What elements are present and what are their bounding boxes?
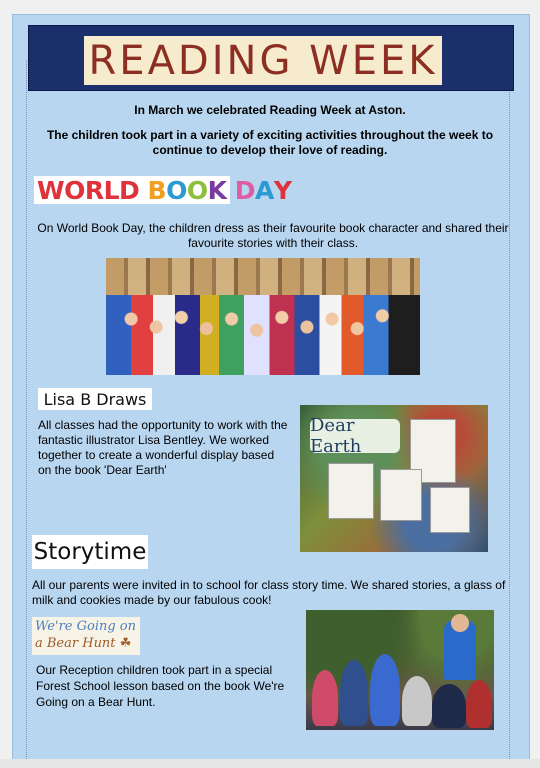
lisa-b-draws-text: All classes had the opportunity to work with the fantastic illustrator Lisa Bentley. We worked together to create a wonderful display based on the book 'Dear Earth': [38, 418, 288, 477]
world-book-day-logo-letter: R: [84, 175, 104, 205]
letter-page: [380, 469, 422, 521]
bear-hunt-text: Our Reception children took part in a special Forest School lesson based on the book We're Going on a Bear Hunt.: [36, 663, 285, 709]
bear-hunt-logo: [32, 617, 140, 655]
forest-school-photo: [306, 610, 494, 730]
world-book-day-logo-letter: [227, 176, 235, 205]
world-book-day-class-photo: [106, 258, 420, 375]
world-book-day-logo-letter: Y: [273, 175, 292, 205]
paw-icon: ☘: [119, 636, 132, 651]
bear-hunt-logo-line2: [35, 635, 137, 652]
child-figure: [432, 684, 466, 728]
storytime-logo: Storytime: [32, 535, 148, 569]
world-book-day-logo-letter: W: [37, 175, 65, 205]
classroom-wall: [106, 258, 420, 300]
world-book-day-logo-letter: L: [103, 175, 120, 205]
child-figure: [402, 676, 432, 726]
page-title: READING WEEK: [84, 36, 442, 85]
dear-earth-display-photo: [300, 405, 488, 552]
world-book-day-logo-letter: D: [119, 175, 140, 205]
intro-paragraph: The children took part in a variety of exciting activities throughout the week to continue to develop their love of reading.: [46, 128, 494, 157]
world-book-day-logo-letter: O: [64, 175, 85, 205]
children-in-costumes: [106, 295, 420, 375]
child-figure: [340, 660, 368, 726]
world-book-day-logo-letter: A: [254, 175, 274, 205]
child-figure: [370, 654, 400, 726]
world-book-day-logo-letter: K: [207, 175, 227, 205]
bear-hunt-logo-line2-text: a Bear Hunt: [35, 636, 116, 651]
world-book-day-logo: [34, 175, 292, 205]
world-book-day-logo-letter: O: [166, 175, 187, 205]
letter-page: [328, 463, 374, 519]
world-book-day-logo-letter: B: [147, 175, 167, 205]
dear-earth-caption: Dear Earth: [310, 419, 400, 453]
storytime-text: All our parents were invited in to school for class story time. We shared stories, a glass of milk and cookies made by our fabulous cook!: [32, 578, 506, 607]
lisa-b-draws-logo: Lisa B Draws: [38, 388, 152, 410]
world-book-day-logo-letter: O: [186, 175, 208, 205]
world-book-day-logo-letter: D: [234, 175, 255, 205]
letter-page: [430, 487, 470, 533]
child-figure: [312, 670, 338, 726]
world-book-day-text: On World Book Day, the children dress as their favourite book character and shared their favourite stories with their class.: [37, 221, 509, 250]
page-bottom-gap: [0, 759, 540, 768]
teacher-head: [451, 614, 469, 632]
child-figure: [466, 680, 492, 728]
intro-line: In March we celebrated Reading Week at Aston.: [134, 103, 406, 117]
bear-hunt-logo-line1: We're Going on: [35, 619, 137, 634]
world-book-day-logo-letter: [139, 176, 147, 205]
